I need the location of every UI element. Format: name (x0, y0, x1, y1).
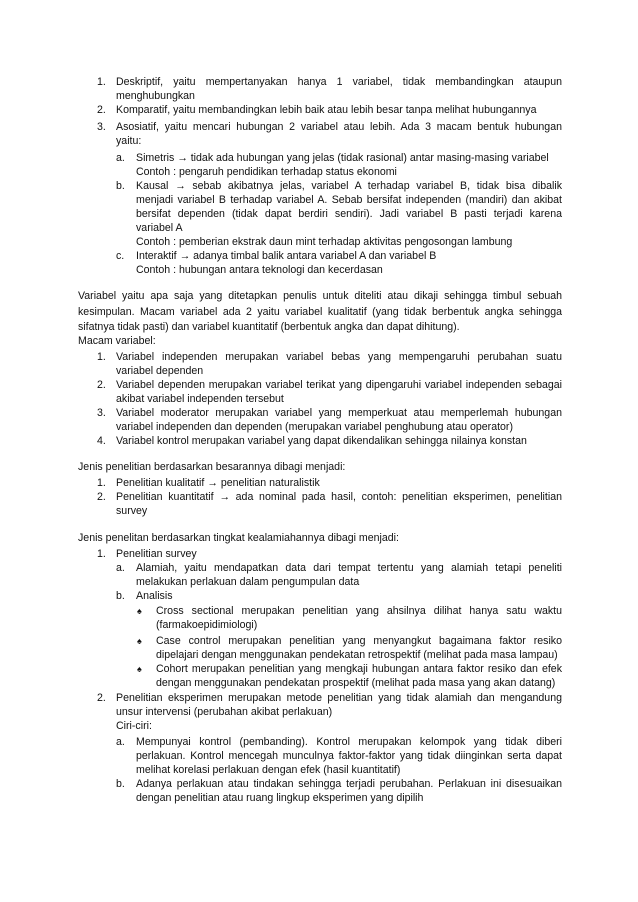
sublist-text: melakukan perlakuan dalam pengumpulan data (136, 576, 360, 588)
sublist-text: perlakuan. Kontrol mencegah munculnya faktor-faktor yang tidak diinginkan serta dapat (136, 750, 562, 762)
sublist-text: Simetris → tidak ada hubungan yang jelas (tidak rasional) antar masing-masing variabel (136, 152, 549, 164)
list-item-text: Penelitian survey (116, 548, 197, 560)
list-number: 2. (97, 104, 106, 116)
sublist-text: bersifat dependen (tidak dapat berdiri sendiri). Jadi variabel B pasti terjadi karena (136, 208, 562, 220)
section-heading: Jenis penelitan berdasarkan tingkat kealamiahannya dibagi menjadi: (78, 532, 399, 544)
list-item-text: Variabel kontrol merupakan variabel yang dapat dikendalikan sehingga nilainya konstan (116, 435, 527, 447)
sublist-letter: b. (116, 778, 125, 790)
spade-bullet-icon: ♠ (137, 664, 142, 674)
list-item-text: unsur intervensi (perubahan akibat perlakuan) (116, 706, 333, 718)
list-item-text: Penelitian eksperimen merupakan metode penelitian yang tidak alamiah dan mengandung (116, 692, 562, 704)
sublist-text: menjadi variabel B terhadap variabel A. Sebab bersifat independen (mandiri) dan akibat (136, 194, 562, 206)
list-item-text: variabel independen dan dependen (merupakan variabel penghubung atau operator) (116, 421, 513, 433)
sublist-letter: a. (116, 152, 125, 164)
sublist-text: Adanya perlakuan atau tindakan sehingga terjadi perubahan. Perlakuan ini disesuaikan (136, 778, 562, 790)
list-item-text: Penelitian kualitatif → penelitian naturalistik (116, 477, 320, 489)
sublist-text: Alamiah, yaitu mendapatkan data dari tempat tertentu yang alamiah tetapi peneliti (136, 562, 562, 574)
list-item-text: variabel dependen (116, 365, 204, 377)
list-number: 4. (97, 435, 106, 447)
list-item-text: Penelitian kuantitatif → ada nominal pada hasil, contoh: penelitian eksperimen, penelitian (116, 491, 562, 503)
bullet-text: dipelajari dengan menggunakan pendekatan retrospektif (melihat pada masa lampau) (156, 649, 558, 661)
sublist-letter: a. (116, 736, 125, 748)
sublist-letter: b. (116, 180, 125, 192)
sublist-letter: c. (116, 250, 125, 262)
bullet-text: dengan menggunakan pendekatan prospektif (melihat pada masa yang akan datang) (156, 677, 556, 689)
paragraph-line: kesimpulan. Macam variabel ada 2 yaitu variabel kualitatif (yang tidak berbentuk angka sehingga (78, 306, 562, 318)
list-item-text: yaitu: (116, 135, 142, 147)
list-number: 3. (97, 121, 106, 133)
section-heading: Jenis penelitian berdasarkan besarannya dibagi menjadi: (78, 461, 346, 473)
list-item-text: akibat variabel independen tersebut (116, 393, 284, 405)
bullet-text: Case control merupakan penelitian yang menyangkut bagaimana faktor resiko (156, 635, 562, 647)
bullet-text: Cohort merupakan penelitian yang mengkaji hubungan antara faktor resiko dan efek (156, 663, 562, 675)
sublist-text: Analisis (136, 590, 173, 602)
list-item-text: Variabel independen merupakan variabel bebas yang mempengaruhi perubahan suatu (116, 351, 562, 363)
list-number: 1. (97, 351, 106, 363)
list-item-text: menghubungkan (116, 90, 195, 102)
sublist-text: Contoh : pemberian ekstrak daun mint terhadap aktivitas pengosongan lambung (136, 236, 513, 248)
list-item-text: survey (116, 505, 148, 517)
spade-bullet-icon: ♠ (137, 636, 142, 646)
list-number: 2. (97, 491, 106, 503)
spade-bullet-icon: ♠ (137, 606, 142, 616)
list-number: 1. (97, 76, 106, 88)
paragraph-line: sifatnya tidak pasti) dan variabel kuantitatif (berbentuk angka dan dapat dihitung). (78, 321, 460, 333)
list-number: 3. (97, 407, 106, 419)
bullet-text: Cross sectional merupakan penelitian yang ahsilnya dilihat hanya satu waktu (156, 605, 562, 617)
list-number: 2. (97, 379, 106, 391)
bullet-text: (farmakoepidimiologi) (156, 619, 258, 631)
sublist-text: Contoh : hubungan antara teknologi dan kecerdasan (136, 264, 383, 276)
sublist-letter: a. (116, 562, 125, 574)
list-item-text: Komparatif, yaitu membandingkan lebih baik atau lebih besar tanpa melihat hubungannya (116, 104, 537, 116)
sublist-text: variabel A (136, 222, 183, 234)
list-number: 1. (97, 477, 106, 489)
list-item-text: Variabel moderator merupakan variabel yang memperkuat atau memperlemah hubungan (116, 407, 562, 419)
sublist-text: Interaktif → adanya timbal balik antara variabel A dan variabel B (136, 250, 437, 262)
list-item-text: Deskriptif, yaitu mempertanyakan hanya 1 variabel, tidak membandingkan ataupun (116, 76, 562, 88)
list-number: 2. (97, 692, 106, 704)
section-heading: Macam variabel: (78, 335, 156, 347)
list-item-text: Ciri-ciri: (116, 720, 152, 732)
sublist-text: Contoh : pengaruh pendidikan terhadap status ekonomi (136, 166, 397, 178)
sublist-letter: b. (116, 590, 125, 602)
list-item-text: Variabel dependen merupakan variabel terikat yang dipengaruhi variabel independen sebagai (116, 379, 562, 391)
sublist-text: Mempunyai kontrol (pembanding). Kontrol merupakan kelompok yang tidak diberi (136, 736, 562, 748)
sublist-text: Kausal → sebab akibatnya jelas, variabel A terhadap variabel B, tidak bisa dibalik (136, 180, 562, 192)
list-item-text: Asosiatif, yaitu mencari hubungan 2 variabel atau lebih. Ada 3 macam bentuk hubungan (116, 121, 562, 133)
sublist-text: dengan penelitian atau ruang lingkup eksperimen yang dipilih (136, 792, 424, 804)
paragraph-line: Variabel yaitu apa saja yang ditetapkan penulis untuk diteliti atau dikaji sehingga timbul sebuah (78, 290, 562, 302)
list-number: 1. (97, 548, 106, 560)
sublist-text: melihat korelasi perlakuan dengan efek (hasil kuantitatif) (136, 764, 401, 776)
